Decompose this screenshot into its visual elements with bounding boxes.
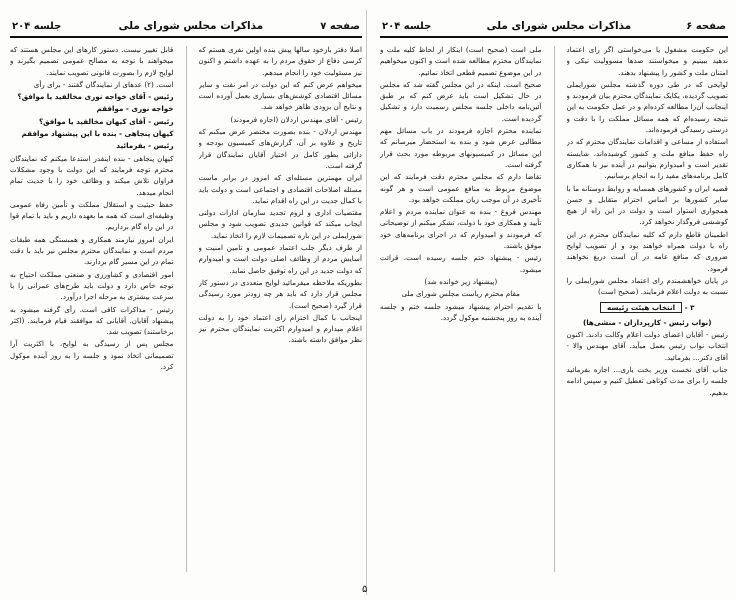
right-page-header (380, 18, 728, 38)
paragraph: این حکومت مشغول یا می‌خواستی اگر رای اعتماد ندهید ببینیم و میخواستند صدها مسوولیت نیکی و امتنان ملت و کشور را پیشنهاد بدهند. (566, 45, 728, 77)
centered-line: (پیشنهاد زیر خوانده شد) (424, 276, 498, 286)
left-journal-title: مذاکرات مجلس شورای ملی (118, 20, 264, 32)
column-divider (554, 46, 555, 572)
paragraph: مهندس فروغ - بنده به عنوان نماینده مردم و اعلام تأیید و همکاری خود با دولت، تشکر میکنم از توضیحاتی که فرمودند و امیدوارم که در اجرای برنامه‌های خود موفق باشند. (380, 207, 542, 251)
paragraph: مهندس اردلان - بنده بصورت مختصر عرض میکنم که تاریخ و علاوه بر آن، گزارش‌های کمیسیون بودجه و دارائی بطور کامل در اختیار آقایان نمایندگان قرار گرفته است. (198, 127, 362, 170)
paragraph: اینجانب با کمال احترام رای اعتماد خود را به دولت اعلام میدارم و امیدوارم اکثریت نمایندگان محترم نیز نظر موافق داشته باشند. (198, 312, 362, 345)
paragraph: از طرف دیگر جلب اعتماد عمومی و تامین امنیت و آسایش مردم از وظائف اصلی دولت است و امیدوارم که دولت جدید در این راه توفیق حاصل نماید. (198, 243, 362, 275)
paragraph: رئیس - آقایان اعضای دولت اعلام وکالت دادند. اکنون انتخاب نواب رئیس بعمل میآید. آقای مهندس والا - آقای دکتر... بفرمائید. (566, 330, 728, 362)
section-number: ۳ - (684, 302, 695, 312)
paragraph: نماینده محترم اجازه فرمودند در باب مسائل مهم مطالبی عرض شود و بنده به استحضار میرسانم که این مسائل در کمیسیونهای مربوطه مورد بحث قرار گرفته است. (380, 126, 542, 169)
speaker-line: خواجه نوری - موافقم (96, 104, 174, 114)
paragraph: تقاضا دارم که مجلس محترم دقت فرمایند که این موضوع مربوط به منافع عمومی است و هر گونه تأخیری در آن موجب زیان مملکت خواهد بود. (380, 172, 542, 204)
section-title: انتخاب هیئت رئیسه (600, 302, 682, 313)
paragraph: است. (۲) عدهای از نمایندگان گفتند - برای رأی (33, 79, 174, 89)
paragraph: لوایحی که در طی دوره گذشته مجلس شورایملی تصویب گردیده، یکایک نمایندگان محترم بیان فرمودند و اینجانب آن‌را مطالعه کرده‌ام و در عمل حکومت به این نتیجه رسیده‌ام که همه مسائل مملکت را با دقت و درستی رسیدگی فرموده‌اند. (566, 79, 728, 135)
footer-page-number: ۵ (362, 584, 368, 595)
paragraph: مقتضیات اداری و لزوم تجدید سازمان ادارات دولتی ایجاب میکند که قوانین جدیدی تصویب شود و مجلس شورایملی در این باره تصمیمات لازم را اتخاذ نماید. (198, 208, 362, 240)
paragraph: میخواهم عرض کنم که این دولت در امر نفت و سایر مسائل اقتصادی کوشش‌های بسیاری بعمل آورده است و نتایج آن بزودی ظاهر خواهد شد. (198, 79, 362, 112)
left-page-label: صفحه ۷ (320, 20, 360, 32)
left-page-column-right (199, 44, 363, 578)
paragraph: با تقدیم احترام پیشنهاد میشود جلسه ختم و جلسه آینده به روز پنجشنبه موکول گردد. (380, 301, 542, 322)
column-divider (186, 46, 187, 572)
paragraph: رئیس - آقای مهندس اردلان (اجازه فرمودند) (230, 114, 362, 124)
paragraph: قابل تغییر نیست. دستور کارهای این مجلس هستند که میخواهند با توجه به مصالح عمومی تصمیم بگیرند و لوایح لازم را بصورت قانونی تصویب نمایند. (10, 45, 174, 77)
paragraph: استفاده از مساعی و اقدامات نمایندگان محترم که در راه حفظ منافع ملت و کشور کوشیده‌اند، شایسته تقدیر است و امیدوارم بتوانیم در آینده نیز با همکاری کامل برنامه‌های مفید را به انجام برسانیم. (566, 137, 728, 181)
right-session-label: جلسه ۲۰۴ (382, 20, 432, 32)
paragraph: امور اقتصادی و کشاورزی و صنعتی مملکت احتیاج به توجه خاص دارد و دولت باید طرح‌های عمرانی را با سرعت بیشتری به مرحله اجرا درآورد. (10, 269, 174, 302)
section-heading (567, 302, 729, 313)
paragraph: اصلا دفتر بازخود سالها پیش بنده اولین نفری هستم که کرسی دفاع از حقوق مردم را به عهده داشتم و اکنون نیز مسئولیت خود را انجام میدهم. (198, 45, 362, 77)
left-page-header (10, 18, 362, 38)
right-page (380, 18, 728, 578)
section-subtitle: (نواب رئیس - کارپردازان - منشی‌ها) (582, 317, 712, 327)
left-page-columns (10, 44, 362, 578)
centered-line: مقام محترم ریاست مجلس شورای ملی (401, 289, 520, 299)
paragraph: ایران امروز نیازمند همکاری و همبستگی همه طبقات مردم است و نمایندگان محترم مجلس نیز باید با دقت تمام در این مسیر گام بردارند. (10, 234, 174, 267)
speaker-line: رئیس - آقای کیهان مخالفید یا موافق؟ (38, 116, 174, 126)
paragraph: کیهان پنجاهی - بنده اینقدر استدعا میکنم که نمایندگان محترم توجه فرمایند که این دولت با وجود مشکلات فراوان تلاش میکند و وظائف خود را با جدیت تمام انجام میدهد. (10, 153, 174, 197)
left-session-label: جلسه ۲۰۴ (12, 20, 62, 32)
right-page-column-left (380, 44, 542, 578)
paragraph: صحیح است. اینکه در این مجلس گفته شد که مجلس در حال تشکیل است باید عرض کنم که بر طبق آئین‌نامه داخلی جلسه مجلس رسمیت دارد و تشکیل گردیده است. (380, 79, 542, 123)
speaker-line: رئیس - بفرمائید (116, 141, 174, 151)
page-gutter (366, 10, 367, 595)
speaker-line: کیهان پنجاهی - بنده با این پیشنهاد موافقم (21, 129, 174, 139)
paragraph: در پایان خواهشمندم رای اعتماد مجلس شورایملی را نسبت به دولت اعلام فرمایند. (صحیح است) (566, 275, 728, 297)
paragraph: مجلس پس از رسیدگی به لوایح، با اکثریت آرا تصمیماتی اتخاذ نمود و جلسه را به روز آینده موکول کرد. (10, 339, 174, 372)
paragraph: اطمینان قاطع دارم که کلیه نمایندگان محترم در این راه با دولت همراه خواهند بود و از تصویب لوایح ضروری که منافع عامه در آن است دریغ نخواهند فرمود. (566, 229, 728, 273)
paragraph: حفظ حیثیت و استقلال مملکت و تأمین رفاه عمومی وظیفه‌ای است که همه ما بعهده داریم و باید با تمام قوا در این راه گام برداریم. (10, 199, 174, 232)
right-page-columns (380, 44, 728, 578)
paragraph: جناب آقای نخست وزیر بخت یاری... اجازه بفرمائید جلسه را برای مدت کوتاهی تعطیل کنیم و سپس ادامه بدهیم. (566, 365, 728, 397)
paragraph: ایران مهمترین مسئله‌ای که امروز در برابر ماست مسئله اصلاحات اقتصادی و اجتماعی است و دولت باید با کمال جدیت در این راه اقدام نماید. (198, 173, 362, 205)
left-page (10, 18, 362, 578)
right-page-column-right (567, 44, 729, 578)
right-page-label: صفحه ۶ (686, 20, 726, 32)
left-page-column-left (10, 44, 174, 578)
right-journal-title: مذاکرات مجلس شورای ملی (486, 20, 632, 32)
paragraph: رئیس - پیشنهاد ختم جلسه رسیده است، قرائت میشود. (380, 253, 542, 274)
paragraph: ملی است (صحیح است) اینکار از لحاظ کلیه ملت و نمایندگان محترم مطالعه شده است و اکنون میخواهیم در این موضوع تصمیم قطعی اتخاذ نمائیم. (380, 45, 542, 77)
paragraph: قضیه ایران و کشورهای همسایه و روابط دوستانه ما با سایر کشورها بر اساس احترام متقابل و حسن همجواری استوار است و دولت در این راه از هیچ کوششی فروگذار نخواهد کرد. (566, 183, 728, 227)
paragraph: رئیس - مذاکرات کافی است. رأی گرفته میشود به پیشنهاد آقایان. آقایانی که موافقند قیام فرمایند. (اکثر برخاستند) تصویب شد. (10, 304, 174, 337)
speaker-line: رئیس - آقای خواجه نوری مخالفید یا موافق؟ (17, 92, 174, 102)
paragraph: بطوریکه ملاحظه میفرمائید لوایح متعددی در دستور کار مجلس قرار دارد که باید هر چه زودتر مورد رسیدگی قرار گیرد (صحیح است). (198, 277, 362, 310)
